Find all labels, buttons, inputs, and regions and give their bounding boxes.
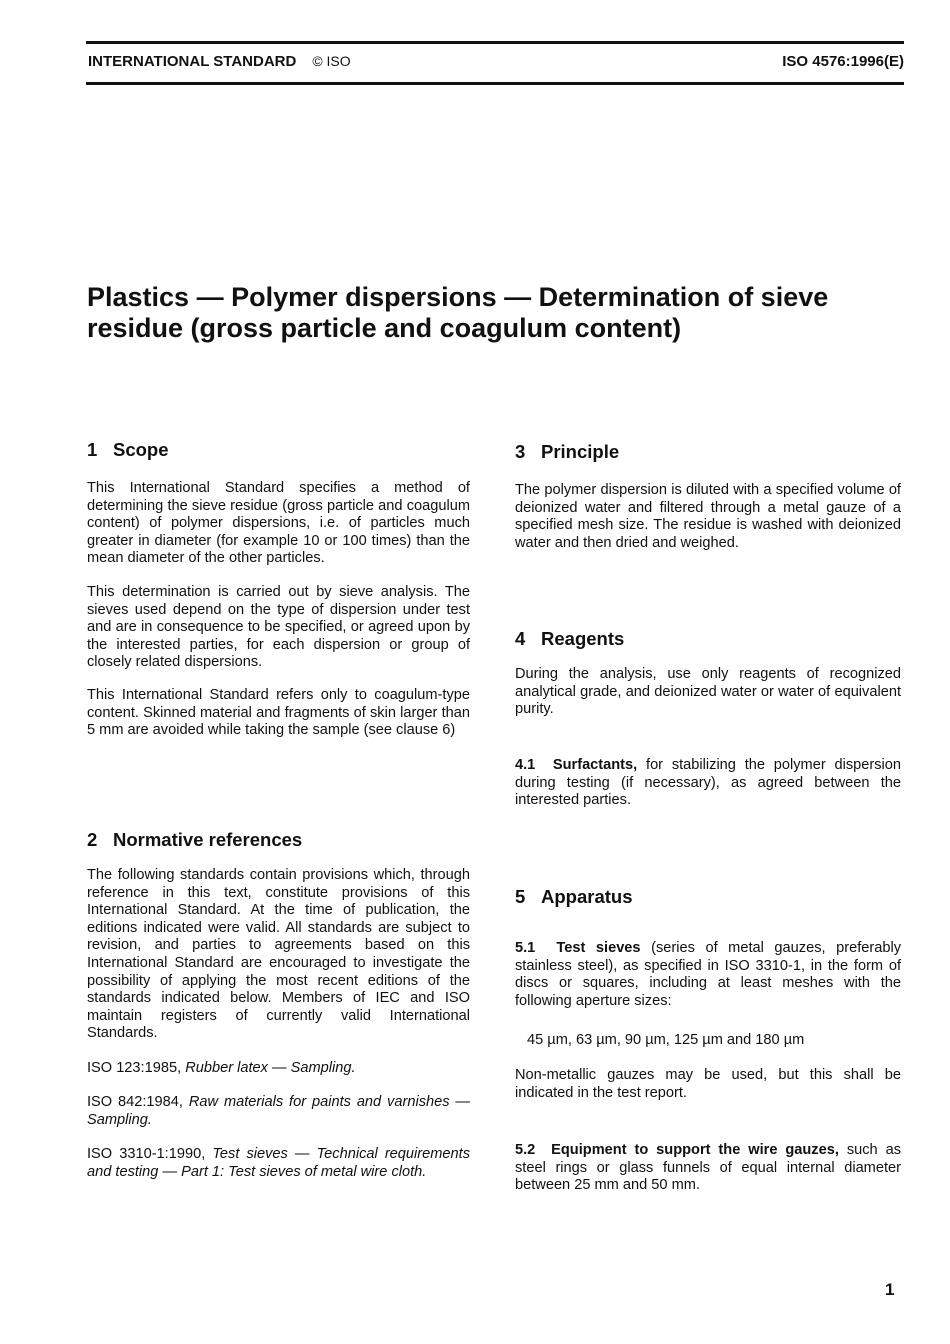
subclause-4-1 bbox=[515, 757, 901, 810]
reference-item bbox=[87, 1094, 470, 1129]
section-title: Principle bbox=[541, 441, 620, 462]
subclause-5-1 bbox=[515, 940, 901, 1010]
section-title: Reagents bbox=[541, 628, 625, 649]
reference-item bbox=[87, 1146, 470, 1181]
section-4-heading bbox=[515, 628, 624, 650]
references-intro: The following standards contain provisions which, through reference in this text, constitute provisions of this International Standard. At the time of publication, the editions indicated were valid. All standards are subject to revision, and parties to agreements based on this International Standard are encouraged to investigate the possibility of applying the most recent editions of the standards indicated below. Members of IEC and ISO maintain registers of currently valid International Standards. bbox=[87, 867, 470, 1042]
subclause-number: 5.2 bbox=[515, 1142, 536, 1158]
aperture-sizes: 45 µm, 63 µm, 90 µm, 125 µm and 180 µm bbox=[527, 1032, 805, 1048]
reference-id: ISO 123:1985, bbox=[87, 1060, 182, 1076]
subclause-text: for stabilizing the polymer dispersion during testing (if necessary), as agreed between the interested parties. bbox=[515, 757, 901, 809]
subclause-5-2 bbox=[515, 1142, 901, 1195]
section-1-heading bbox=[87, 439, 169, 461]
header-bottom-rule bbox=[86, 82, 904, 85]
section-number: 2 bbox=[87, 829, 98, 850]
section-5-heading bbox=[515, 886, 633, 908]
section-title: Apparatus bbox=[541, 886, 633, 907]
scope-paragraph-1: This International Standard specifies a method of determining the sieve residue (gross particle and coagulum content) of polymer dispersions, i.e. of particles much greater in diameter (for example 10 or 100 times) than the mean diameter of the other particles. bbox=[87, 480, 470, 567]
document-title: Plastics — Polymer dispersions — Determination of sieve residue (gross particle and coagulum content) bbox=[87, 282, 829, 343]
subclause-text: (series of metal gauzes, preferably stainless steel), as specified in ISO 3310-1, in the form of discs or squares, including at least meshes with the following aperture sizes: bbox=[515, 940, 901, 1009]
subclause-title: Equipment to support the wire gauzes, bbox=[551, 1142, 839, 1158]
reference-item bbox=[87, 1060, 470, 1078]
section-2-heading bbox=[87, 829, 302, 851]
reference-title: Test sieves — Technical requirements and testing — Part 1: Test sieves of metal wire cloth. bbox=[87, 1146, 470, 1180]
subclause-text: such as steel rings or glass funnels of equal internal diameter between 25 mm and 50 mm. bbox=[515, 1142, 902, 1194]
standard-label: INTERNATIONAL STANDARD bbox=[88, 53, 297, 70]
subclause-title: Surfactants, bbox=[552, 757, 638, 773]
section-title: Normative references bbox=[113, 829, 303, 850]
apparatus-note: Non-metallic gauzes may be used, but this shall be indicated in the test report. bbox=[515, 1067, 901, 1101]
section-title: Scope bbox=[113, 439, 169, 460]
header-left bbox=[88, 53, 351, 70]
page-number: 1 bbox=[885, 1280, 895, 1299]
copyright: © ISO bbox=[312, 53, 351, 69]
section-3-heading bbox=[515, 441, 619, 463]
scope-paragraph-2: This determination is carried out by sieve analysis. The sieves used depend on the type of dispersion under test and are in consequence to be specified, or agreed upon by the interested parties, for each dispersion or group of closely related dispersions. bbox=[87, 584, 470, 671]
reference-title: Raw materials for paints and varnishes — Sampling. bbox=[87, 1094, 471, 1128]
scope-paragraph-3: This International Standard refers only to coagulum-type content. Skinned material and fragments of skin larger than 5 mm are avoided while taking the sample (see clause 6) bbox=[87, 687, 470, 739]
subclause-number: 5.1 bbox=[515, 940, 536, 956]
section-number: 4 bbox=[515, 628, 526, 649]
reference-id: ISO 842:1984, bbox=[87, 1094, 183, 1110]
subclause-number: 4.1 bbox=[515, 757, 536, 773]
reference-id: ISO 3310-1:1990, bbox=[87, 1146, 206, 1162]
section-number: 1 bbox=[87, 439, 98, 460]
section-number: 3 bbox=[515, 441, 526, 462]
header-top-rule bbox=[86, 41, 904, 44]
subclause-title: Test sieves bbox=[556, 940, 641, 956]
reagents-paragraph: During the analysis, use only reagents of recognized analytical grade, and deionized water or water of equivalent purity. bbox=[515, 666, 901, 718]
section-number: 5 bbox=[515, 886, 526, 907]
reference-title: Rubber latex — Sampling. bbox=[185, 1060, 356, 1076]
principle-paragraph: The polymer dispersion is diluted with a specified volume of deionized water and filtered through a metal gauze of a specified mesh size. The residue is washed with deionized water and then dried and weighed. bbox=[515, 482, 901, 551]
document-id: ISO 4576:1996(E) bbox=[782, 53, 904, 70]
